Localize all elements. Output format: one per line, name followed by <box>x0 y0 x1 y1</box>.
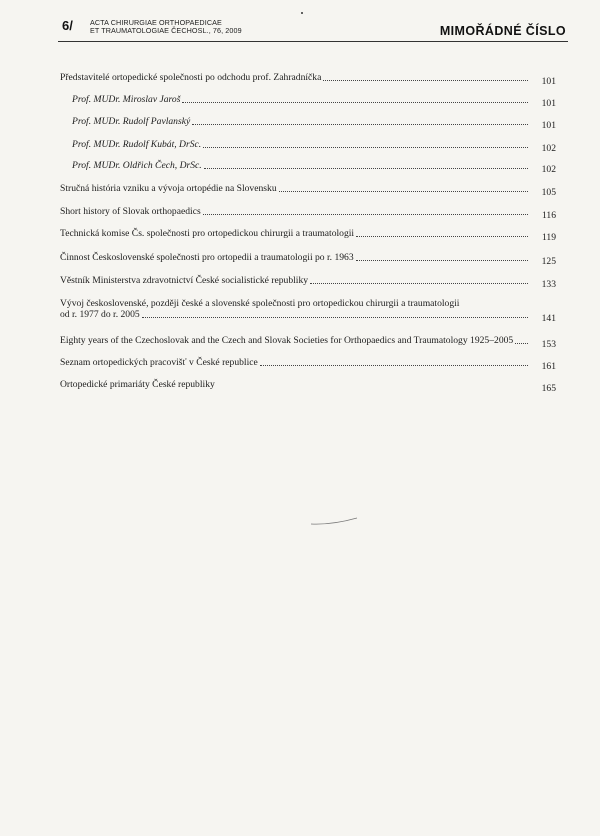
toc-entry-technical-commission <box>60 228 556 243</box>
toc-entry-orthopedic-departments <box>60 357 556 372</box>
toc-entry-page: 133 <box>541 279 556 290</box>
dot-leader <box>356 236 528 237</box>
toc-entry-title: Stručná história vzniku a vývoja ortopédie na Slovensku <box>60 183 277 194</box>
toc-entry-ministry-bulletin <box>60 275 556 290</box>
toc-entry-title-line2: od r. 1977 do r. 2005 <box>60 309 140 320</box>
dot-leader <box>515 343 528 344</box>
toc-entry-title: Technická komise Čs. společnosti pro ortopedickou chirurgii a traumatologii <box>60 228 355 239</box>
dot-leader <box>203 214 528 215</box>
dot-leader <box>260 365 528 366</box>
dot-leader <box>310 283 528 284</box>
toc-entry-page: 105 <box>541 187 556 198</box>
toc-entry-title: Prof. MUDr. Rudolf Kubát, DrSc. <box>72 139 202 150</box>
scan-pencil-mark <box>310 516 358 526</box>
journal-title-line1: ACTA CHIRURGIAE ORTHOPAEDICAE <box>90 18 222 27</box>
toc-entry-page: 116 <box>541 210 556 221</box>
dot-leader <box>217 387 528 388</box>
page-number: 6/ <box>62 18 73 33</box>
dot-leader <box>203 147 528 148</box>
dot-leader <box>356 260 528 261</box>
toc-entry-slovak-history <box>60 183 556 198</box>
toc-entry-title: Činnost Československé společnosti pro ortopedii a traumatologii po r. 1963 <box>60 252 354 263</box>
journal-title <box>90 19 242 35</box>
toc-entry-title: Představitelé ortopedické společnosti po odchodu prof. Zahradníčka <box>60 72 322 83</box>
toc-entry-page: 125 <box>541 256 556 267</box>
toc-entry-title: Prof. MUDr. Oldřich Čech, DrSc. <box>72 160 202 171</box>
toc-entry-title: Prof. MUDr. Rudolf Pavlanský <box>72 116 191 127</box>
dot-leader <box>279 191 528 192</box>
toc-entry-kubat <box>72 139 556 154</box>
toc-entry-page: 101 <box>541 98 556 109</box>
toc-entry-jaros <box>72 94 556 109</box>
toc-entry-title-line1: Vývoj československé, později české a slovenské společnosti pro ortopedickou chirurgii a traumatologii <box>60 298 460 309</box>
scan-speck <box>301 12 303 14</box>
toc-entry-title: Věstník Ministerstva zdravotnictví České socialistické republiky <box>60 275 309 286</box>
toc-entry-cech <box>72 160 556 175</box>
toc-entry-page: 101 <box>541 76 556 87</box>
header-rule <box>58 41 568 42</box>
toc-entry-page: 102 <box>541 164 556 175</box>
toc-entry-society-activity <box>60 252 556 267</box>
toc-entry-title: Prof. MUDr. Miroslav Jaroš <box>72 94 181 105</box>
toc-entry-page: 119 <box>541 232 556 243</box>
toc-entry-page: 161 <box>541 361 556 372</box>
toc-entry-orthopedic-primariates <box>60 379 556 394</box>
toc-entry-page: 165 <box>541 383 556 394</box>
toc-entry-page: 153 <box>541 339 556 350</box>
toc-entry-title: Seznam ortopedických pracovišť v České republice <box>60 357 258 368</box>
dot-leader <box>182 102 528 103</box>
toc-entry-society-development <box>60 298 556 324</box>
issue-type-label: MIMOŘÁDNÉ ČÍSLO <box>439 24 566 38</box>
dot-leader <box>192 124 528 125</box>
toc-entry-page: 102 <box>541 143 556 154</box>
toc-entry-page: 101 <box>541 120 556 131</box>
toc-entry-title: Short history of Slovak orthopaedics <box>60 206 201 217</box>
toc-entry-page: 141 <box>541 313 556 324</box>
toc-entry-title: Eighty years of the Czechoslovak and the Czech and Slovak Societies for Orthopaedics and Traumatology 1925–2005 <box>60 335 514 346</box>
toc-entry-eighty-years <box>60 335 556 350</box>
dot-leader <box>204 168 528 169</box>
toc-entry-representatives <box>60 72 556 87</box>
toc-entry-title: Ortopedické primariáty České republiky <box>60 379 215 390</box>
toc-entry-pavlansky <box>72 116 556 131</box>
toc-entry-short-history <box>60 206 556 221</box>
journal-title-line2: ET TRAUMATOLOGIAE ČECHOSL., 76, 2009 <box>90 26 242 35</box>
dot-leader <box>323 80 528 81</box>
dot-leader <box>142 317 528 318</box>
